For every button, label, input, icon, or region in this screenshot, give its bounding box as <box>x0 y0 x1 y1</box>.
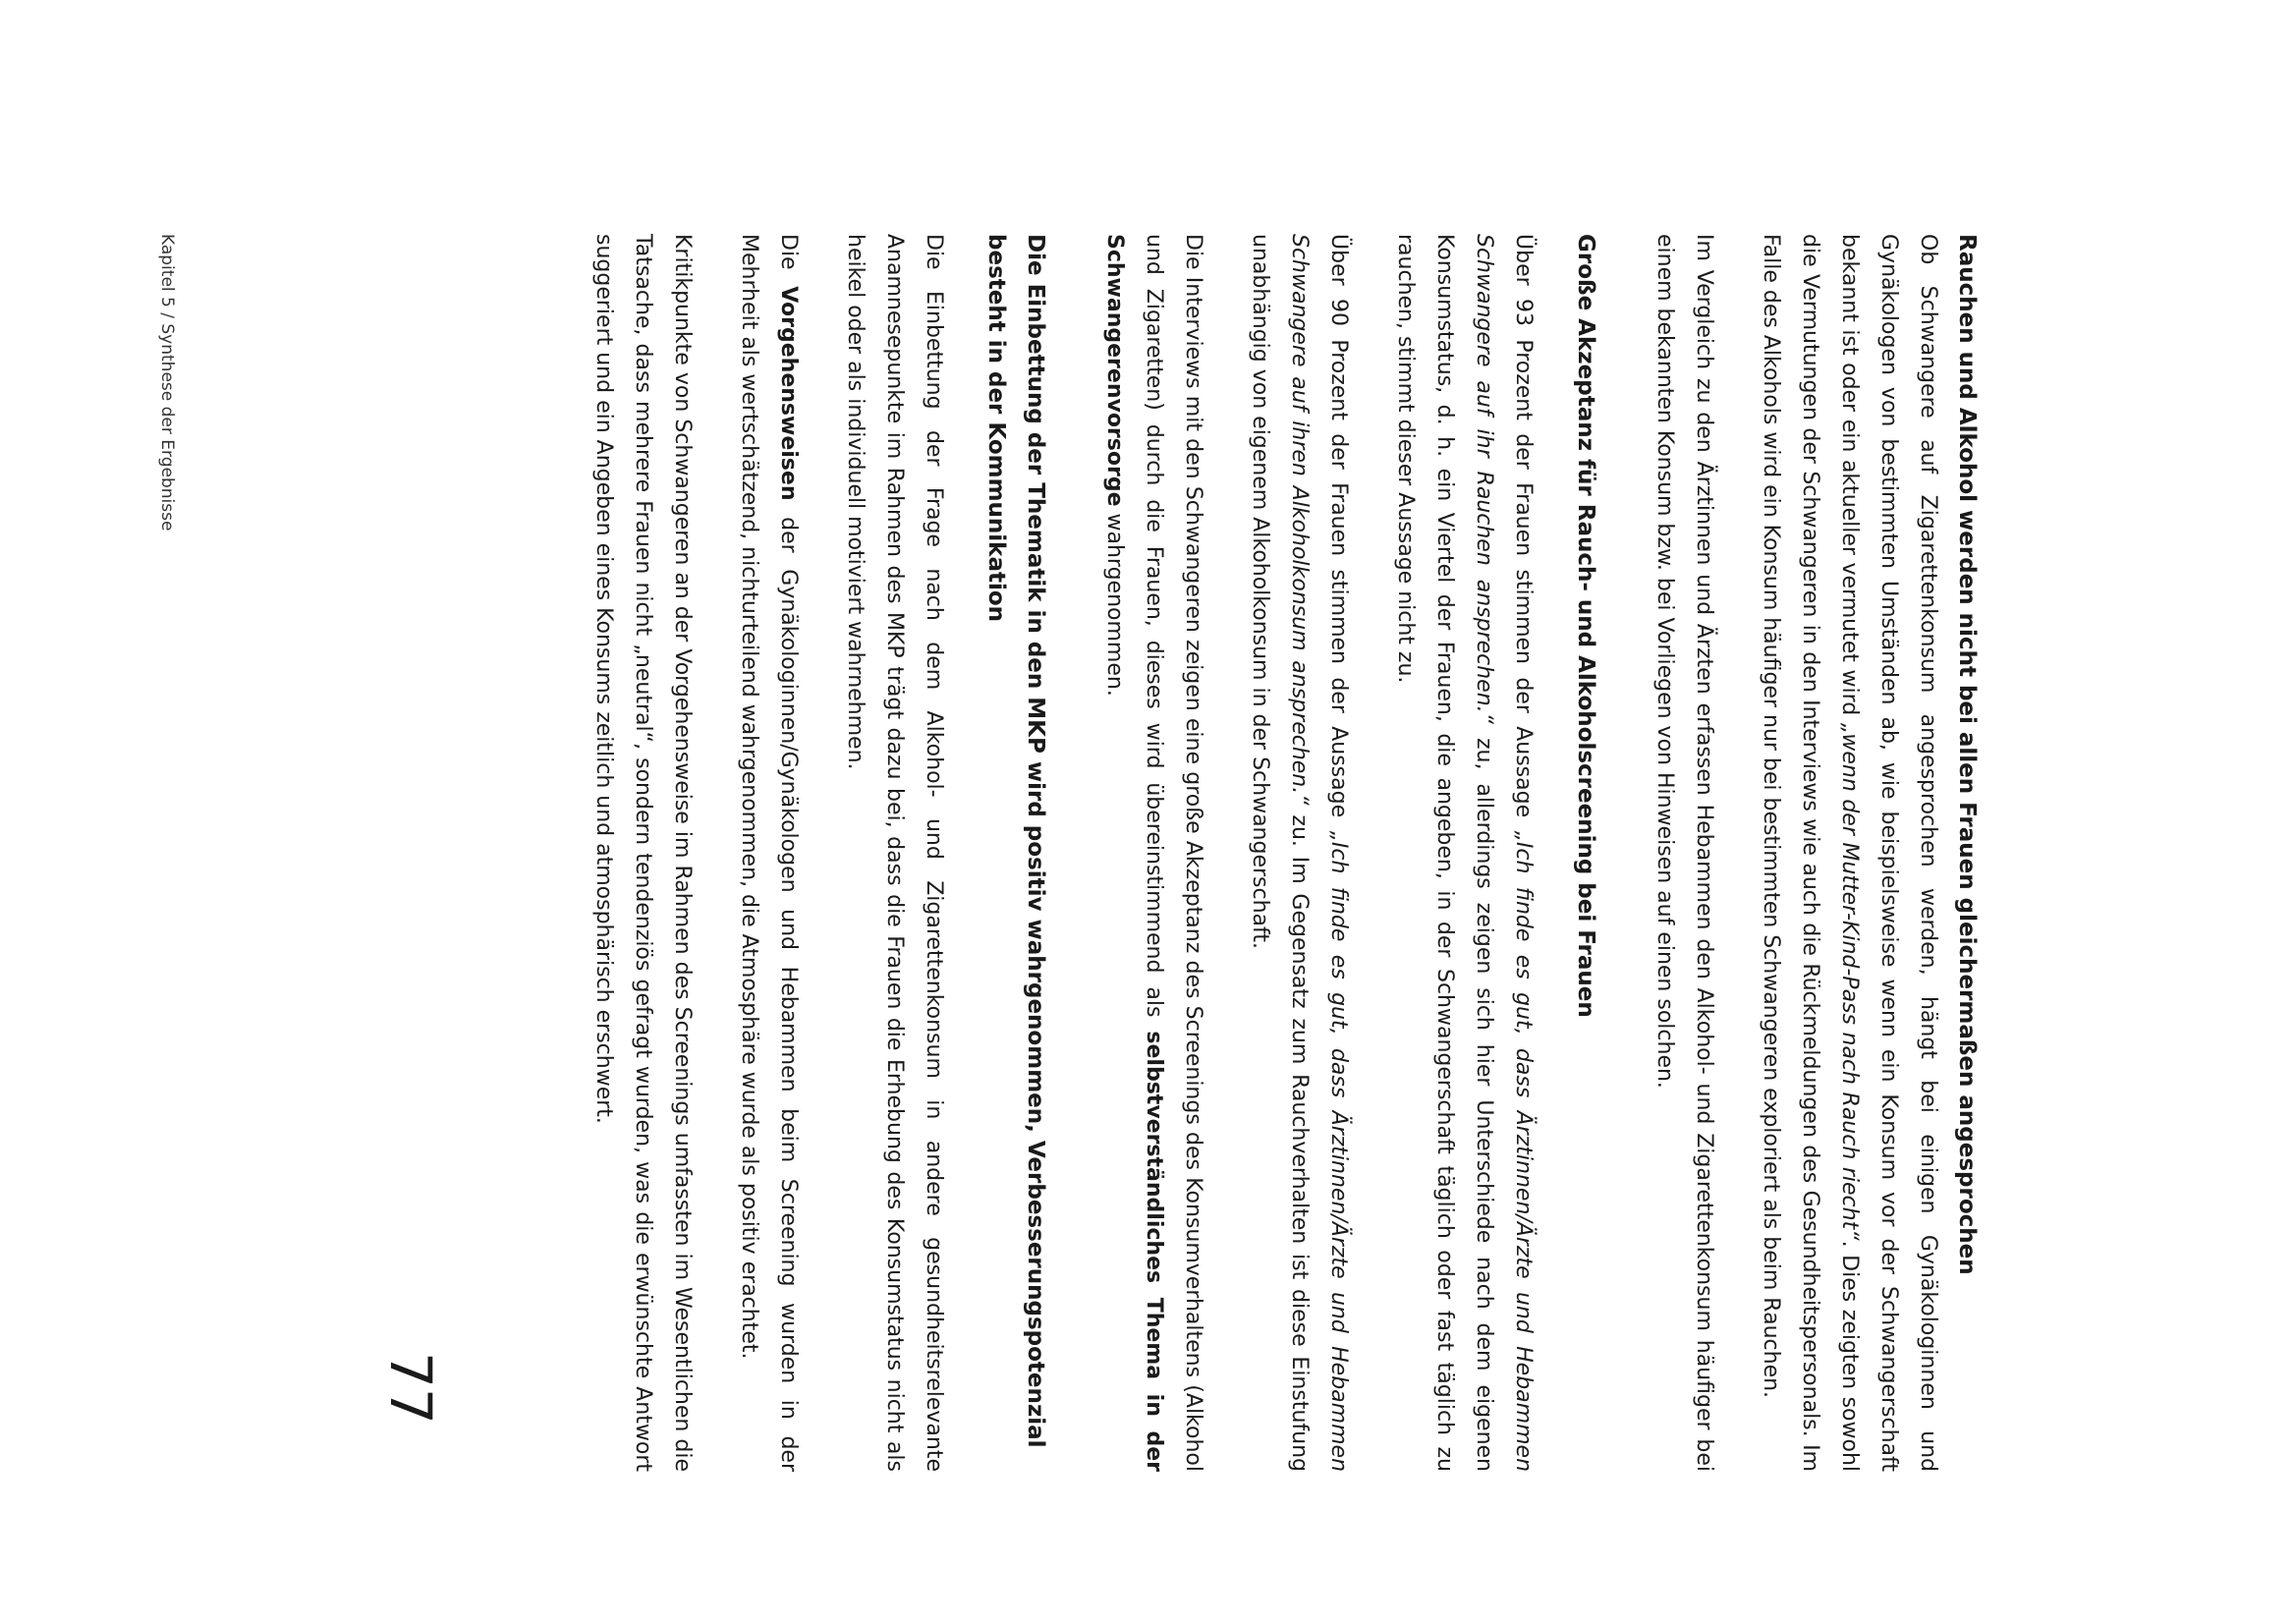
quoted-text: „wenn der Mutter-Kind-Pass nach Rauch riecht“ <box>1837 722 1862 1241</box>
paragraph-text: wahrgenommen. <box>1102 506 1127 697</box>
paragraph <box>1385 234 1542 1472</box>
paragraph-text: Über 90 Prozent der Frauen stimmen der Aussage <box>1326 234 1351 831</box>
paragraph <box>729 234 808 1472</box>
paragraph-text: Die <box>776 234 801 287</box>
paragraph: Die Einbettung der Frage nach dem Alkohol- und Zigarettenkonsum in andere gesundheitsrelevante Anamnesepunkte im Rahmen des MKP trägt dazu bei, dass die Frauen die Erhebung des Konsumstatus nicht als heikel oder als individuell motiviert wahrnehmen. <box>843 234 946 1472</box>
page-body <box>544 234 1987 1472</box>
section-heading: Rauchen und Alkohol werden nicht bei allen Frauen gleichermaßen angesprochen <box>1954 234 1980 1275</box>
section-smoking-alcohol <box>1645 234 1987 1472</box>
paragraph-text: zu, allerdings zeigen sich hier Unterschiede nach dem eigenen Konsumstatus, d. h. ein Viertel der Frauen, die angeben, in der Schwangerschaft täglich oder fast täglich zu rauchen, stimmt dieser Aussage nicht zu. <box>1393 234 1496 1472</box>
section-heading: Die Einbettung der Thematik in den MKP wird positiv wahrgenommen, Verbesserungspotenzial besteht in der Kommunikation <box>983 234 1048 1448</box>
running-footer: Kapitel 5 / Synthese der Ergebnisse <box>157 234 177 532</box>
emphasized-text: Vorgehensweisen <box>776 286 801 501</box>
paragraph <box>1751 234 1947 1472</box>
paragraph-text: zu. Im Gegensatz zum Rauchverhalten ist diese Einstufung unabhängig von eigenem Alkoholkonsum in der Schwangerschaft. <box>1248 234 1312 1472</box>
section-acceptance <box>1094 234 1605 1472</box>
paragraph <box>1094 234 1212 1472</box>
paragraph: Im Vergleich zu den Ärztinnen und Ärzten erfassen Hebammen den Alkohol- und Zigarettenkonsum häufiger bei einem bekannten Konsum bzw. bei Vorliegen von Hinweisen auf einen solchen. <box>1652 234 1716 1472</box>
paragraph-text: . Dies zeigten sowohl die Vermutungen der Schwangeren in den Interviews wie auch die Rückmeldungen des Gesundheitspersonals. Im Falle des Alkohols wird ein Konsum häufiger nur bei bestimmten Schwangeren exploriert als beim Rauchen. <box>1759 234 1862 1473</box>
paragraph: Kritikpunkte von Schwangeren an der Vorgehensweise im Rahmen des Screenings umfassten im Wesentlichen die Tatsache, dass mehrere Frauen nicht „neutral“, sondern tendenziös gefragt wurden, was die erwünschte Antwort suggeriert und ein Angeben eines Konsums zeitlich und atmosphärisch erschwert. <box>591 234 695 1472</box>
paragraph-text: Die Interviews mit den Schwangeren zeigen eine große Akzeptanz des Screenings des Konsumverhaltens (Alkohol und Zigaretten) durch die Frauen, dieses wird übereinstimmend als <box>1142 234 1205 1472</box>
paragraph-text: Ob Schwangere auf Zigarettenkonsum angesprochen werden, hängt bei einigen Gynäkologinnen und Gynäkologen von bestimmten Umständen ab, wie beispielsweise wenn ein Konsum vor der Schwangerschaft bekannt ist oder ein aktueller vermutet wird <box>1837 234 1940 1472</box>
quoted-text: „Ich finde es gut, dass Ärztinnen/Ärzte und Hebammen Schwangere auf ihren Alkoholkonsum ansprechen.“ <box>1287 234 1351 1473</box>
paragraph-text: Über 93 Prozent der Frauen stimmen der Aussage <box>1511 234 1536 831</box>
paragraph <box>1240 234 1358 1472</box>
paragraph-text: der Gynäkologinnen/Gynäkologen und Hebammen beim Screening wurden in der Mehrheit als wertschätzend, nichturteilend wahrgenommen, die Atmosphäre wurde als positiv erachtet. <box>737 234 801 1472</box>
emphasized-text: selbstverständliches Thema in der Schwangerenvorsorge <box>1102 234 1166 1472</box>
section-embedding <box>584 234 1055 1472</box>
section-heading: Große Akzeptanz für Rauch- und Alkoholscreening bei Frauen <box>1573 234 1598 1018</box>
quoted-text: „Ich finde es gut, dass Ärztinnen/Ärzte und Hebammen Schwangere auf ihr Rauchen ansprechen.“ <box>1472 234 1536 1473</box>
page-number: 77 <box>377 1352 444 1425</box>
